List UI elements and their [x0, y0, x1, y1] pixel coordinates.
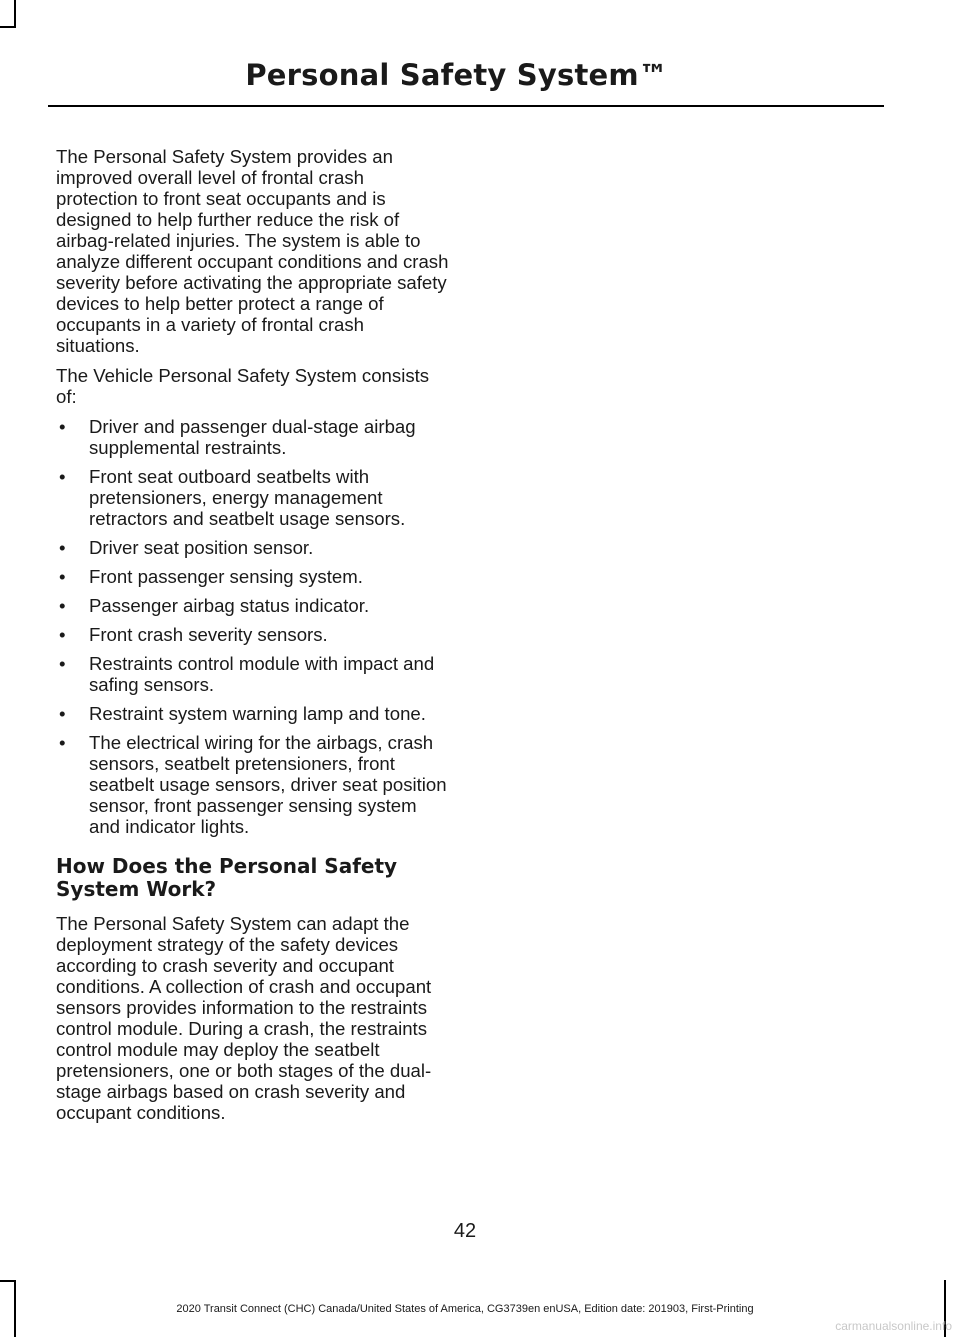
list-item	[56, 537, 450, 558]
list-item-text: Front seat outboard seatbelts with pretensioners, energy management retractors and seatbelt usage sensors.	[89, 466, 406, 529]
list-item-text: The electrical wiring for the airbags, crash sensors, seatbelt pretensioners, front seatbelt usage sensors, driver seat position sensor, front passenger sensing system and indicator lights.	[89, 732, 447, 837]
page-title: Personal Safety System™	[245, 58, 668, 92]
list-item	[56, 653, 450, 695]
list-item-text: Front passenger sensing system.	[89, 566, 363, 587]
page-number: 42	[453, 1220, 477, 1242]
main-text-column	[56, 146, 450, 1132]
bullet-glyph: •	[59, 732, 66, 753]
edition-footer: 2020 Transit Connect (CHC) Canada/United States of America, CG3739en enUSA, Edition date: 201903, First-Printing	[176, 1303, 754, 1315]
list-item-text: Restraints control module with impact and safing sensors.	[89, 653, 435, 695]
section-paragraph: The Personal Safety System can adapt the deployment strategy of the safety devices according to crash severity and occupant conditions. A collection of crash and occupant sensors provides information to the restraints control module. During a crash, the restraints control module may deploy the seatbelt pretensioners, one or both stages of the dual-stage airbags based on crash severity and occupant conditions.	[56, 913, 432, 1123]
bullet-glyph: •	[59, 416, 66, 437]
component-list	[56, 416, 450, 837]
list-item	[56, 624, 450, 645]
list-item-text: Driver seat position sensor.	[89, 537, 314, 558]
crop-mark-top-left-vertical	[14, 0, 16, 28]
list-item	[56, 466, 450, 529]
header-divider	[48, 105, 884, 107]
bullet-glyph: •	[59, 537, 66, 558]
bullet-glyph: •	[59, 703, 66, 724]
list-item-text: Front crash severity sensors.	[89, 624, 328, 645]
consists-of-paragraph: The Vehicle Personal Safety System consists of:	[56, 365, 430, 407]
list-item	[56, 566, 450, 587]
list-item-text: Driver and passenger dual-stage airbag supplemental restraints.	[89, 416, 416, 458]
watermark: carmanualsonline.info	[835, 1319, 952, 1333]
bullet-glyph: •	[59, 653, 66, 674]
crop-mark-top-left-horizontal	[0, 26, 16, 28]
list-item-text: Restraint system warning lamp and tone.	[89, 703, 426, 724]
intro-paragraph: The Personal Safety System provides an improved overall level of frontal crash protection to front seat occupants and is designed to help further reduce the risk of airbag-related injuries. The system is able to analyze different occupant conditions and crash severity before activating the appropriate safety devices to help better protect a range of occupants in a variety of frontal crash situations.	[56, 146, 449, 356]
bullet-glyph: •	[59, 466, 66, 487]
bullet-glyph: •	[59, 624, 66, 645]
bullet-glyph: •	[59, 566, 66, 587]
list-item	[56, 416, 450, 458]
section-heading: How Does the Personal Safety System Work?	[56, 854, 398, 901]
bullet-glyph: •	[59, 595, 66, 616]
crop-mark-bottom-left-horizontal	[0, 1280, 16, 1282]
list-item	[56, 703, 450, 724]
list-item	[56, 595, 450, 616]
list-item-text: Passenger airbag status indicator.	[89, 595, 370, 616]
list-item	[56, 732, 450, 837]
